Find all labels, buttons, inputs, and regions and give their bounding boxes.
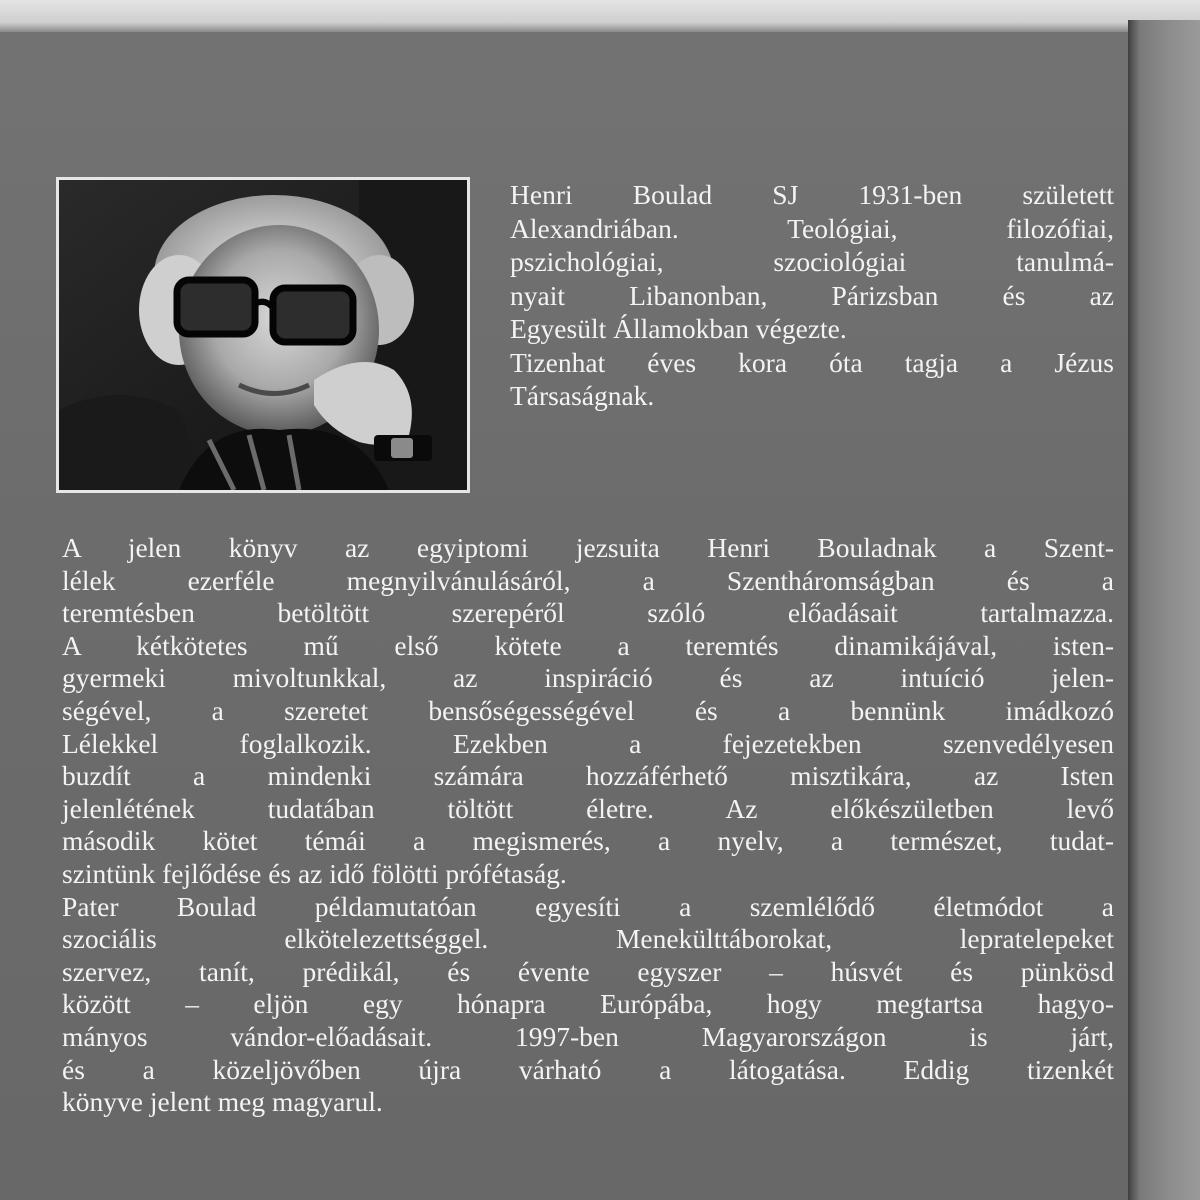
description-line: A kétkötetes mű első kötete a teremtés dinamikájával, isten- [62, 629, 1114, 661]
description-line: és a közeljövőben újra várható a látogatása. Eddig tizenkét [62, 1053, 1114, 1085]
bio-line: Henri Boulad SJ 1931-ben született [510, 179, 1114, 210]
description-line: jelenlétének tudatában töltött életre. Az előkészületben levő [62, 792, 1114, 824]
description-line: ségével, a szeretet bensőségességével és a bennünk imádkozó [62, 694, 1114, 726]
bio-line: pszichológiai, szociológiai tanulmá- [510, 246, 1114, 277]
description-line: buzdít a mindenki számára hozzáférhető misztikára, az Isten [62, 760, 1114, 792]
bio-line: nyait Libanonban, Párizsban és az [510, 279, 1114, 311]
description-line: második kötet témái a megismerés, a nyelv, a természet, tudat- [62, 825, 1114, 857]
description-line: mányos vándor-előadásait. 1997-ben Magyarországon is járt, [62, 1020, 1114, 1052]
description-line: között – eljön egy hónapra Európába, hogy megtartsa hagyo- [62, 988, 1114, 1020]
book-description [62, 532, 1114, 1119]
bio-line: Társaságnak. [510, 380, 655, 411]
bio-line: Alexandriában. Teológiai, filozófiai, [510, 212, 1114, 244]
description-line: könyve jelent meg magyarul. [62, 1086, 383, 1118]
description-line: gyermeki mivoltunkkal, az inspiráció és az intuíció jelen- [62, 662, 1114, 694]
page-top-edge [0, 0, 1200, 32]
description-line: szintünk fejlődése és az idő fölötti prófétaság. [62, 857, 567, 889]
book-spine [1128, 20, 1200, 1200]
description-line: Lélekkel foglalkozik. Ezekben a fejezetekben szenvedélyesen [62, 727, 1114, 759]
author-bio [510, 178, 1114, 413]
description-line: Pater Boulad példamutatóan egyesíti a szemlélődő életmódot a [62, 890, 1114, 922]
description-line: A jelen könyv az egyiptomi jezsuita Henri Bouladnak a Szent- [62, 532, 1114, 563]
bio-line: Tizenhat éves kora óta tagja a Jézus [510, 346, 1114, 378]
description-line: lélek ezerféle megnyilvánulásáról, a Szentháromságban és a [62, 564, 1114, 596]
bio-line: Egyesült Államokban végezte. [510, 313, 847, 344]
description-line: szociális elkötelezettséggel. Menekülttáborokat, lepratelepeket [62, 923, 1114, 955]
description-line: szervez, tanít, prédikál, és évente egyszer – húsvét és pünkösd [62, 955, 1114, 987]
author-portrait-photo [56, 177, 470, 493]
description-line: teremtésben betöltött szerepéről szóló előadásait tartalmazza. [62, 597, 1114, 629]
